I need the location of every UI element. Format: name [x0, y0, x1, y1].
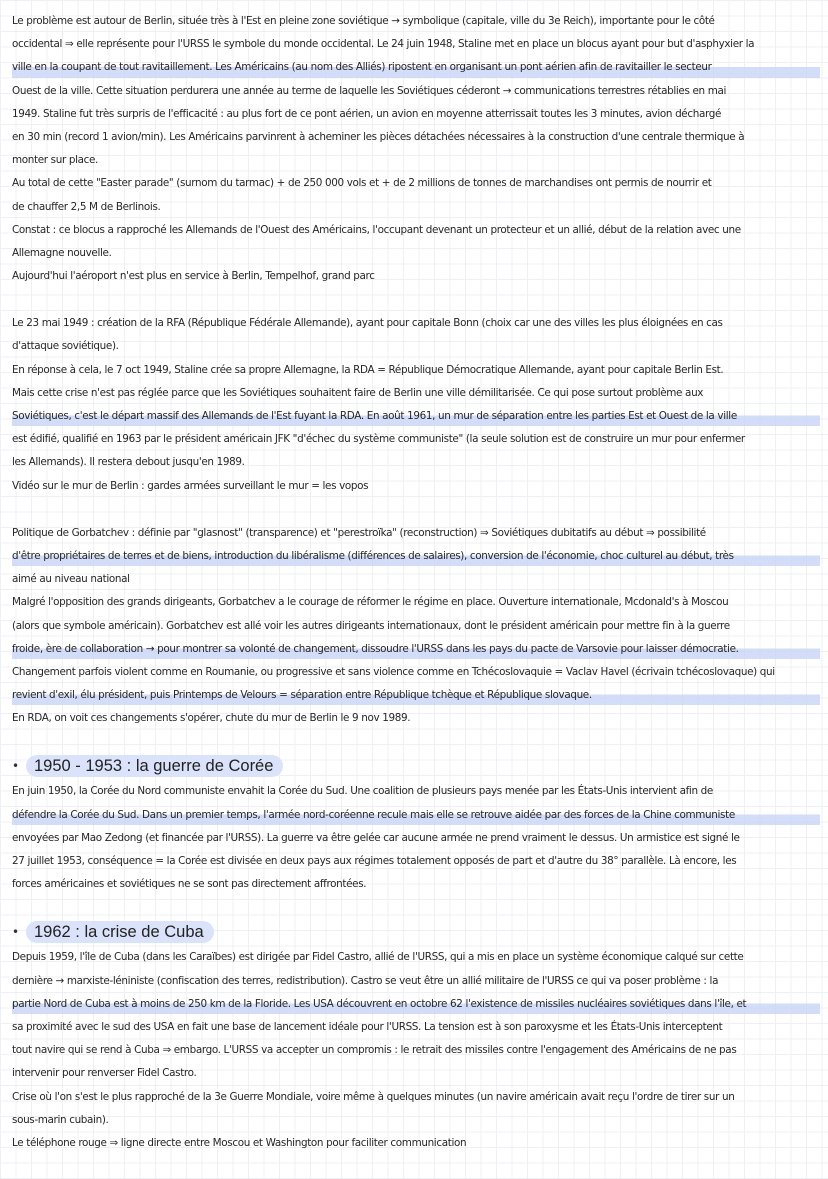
text-line: 27 juillet 1953, conséquence = la Corée est divisée en deux pays aux régimes totalement opposés de part et d'autre du 38° parallèle. Là encore, les — [12, 855, 737, 867]
text-line: Allemagne nouvelle. — [12, 246, 112, 259]
berlin-blockade-paragraph — [12, 10, 820, 288]
text-line: ville en la coupant de tout ravitaillement. Les Américains (au nom des Alliés) ripostent en organisant un pont aérien afin de ravitailler le secteur — [12, 56, 820, 79]
text-line: Depuis 1959, l'île de Cuba (dans les Caraïbes) est dirigée par Fidel Castro, allié de l'URSS, qui a mis en place un système économique calqué sur cette — [12, 951, 744, 964]
text-line: est édifié, qualifié en 1963 par le président américain JFK "d'échec du système communiste" (la seule solution est de construire un mur pour enfermer — [12, 433, 745, 446]
text-line: envoyées par Mao Zedong (et financée par l'URSS). La guerre va être gelée car aucune armée ne prend vraiment le dessus. Un armistice est signé le — [12, 831, 740, 844]
section-title: 1950 - 1953 : la guerre de Corée — [26, 755, 283, 777]
text-line: Le 23 mai 1949 : création de la RFA (République Fédérale Allemande), ayant pour capitale Bonn (choix car une des villes les plus éloignées en cas — [12, 317, 723, 330]
text-line: de chauffer 2,5 M de Berlinois. — [12, 200, 161, 213]
text-line: tout navire qui se rend à Cuba ⇒ embargo. L'URSS va accepter un compromis : le retrait des missiles contre l'engagement des Américains de ne pas — [12, 1044, 737, 1057]
korea-paragraph — [12, 780, 820, 896]
text-line: aimé au niveau national — [12, 573, 130, 586]
section-title: 1962 : la crise de Cuba — [26, 921, 214, 943]
text-line: Politique de Gorbatchev : définie par "glasnost" (transparence) et "perestroïka" (reconstruction) ⇒ Soviétiques dubitatifs au début ⇒ possibilité — [12, 526, 706, 539]
text-line: 1949. Staline fut très surpris de l'efficacité : au plus fort de ce pont aérien, un avion en moyenne atterrissait toutes les 3 minutes, avion déchargé — [12, 107, 721, 120]
cuba-heading — [12, 920, 820, 944]
text-line: en 30 min (record 1 avion/min). Les Américains parvinrent à acheminer les pièces détachées nécessaires à la construction d'une centrale thermique à — [12, 130, 745, 143]
text-line: froide, ère de collaboration → pour montrer sa volonté de changement, dissoudre l'URSS dans les pays du pacte de Varsovie pour laisser démocratie. — [12, 638, 820, 661]
text-line: En réponse à cela, le 7 oct 1949, Staline crée sa propre Allemagne, la RDA = République Démocratique Allemande, ayant pour capitale Berlin Est. — [12, 363, 724, 376]
text-line: En RDA, on voit ces changements s'opérer, chute du mur de Berlin le 9 nov 1989. — [12, 712, 411, 725]
text-line: Aujourd'hui l'aéroport n'est plus en service à Berlin, Tempelhof, grand parc — [12, 270, 375, 283]
text-line: Changement parfois violent comme en Roumanie, ou progressive et sans violence comme en Tchécoslovaquie = Vaclav Havel (écrivain tchécoslovaque) qui — [12, 665, 775, 678]
text-line: Malgré l'opposition des grands dirigeants, Gorbatchev a le courage de réformer le régime en place. Ouverture internationale, Mcdonald's à Moscou — [12, 596, 729, 609]
text-line: partie Nord de Cuba est à moins de 250 km de la Floride. Les USA découvrent en octobre 62 l'existence de missiles nucléaires soviétiques dans l'île, et — [12, 993, 820, 1016]
text-line: Au total de cette "Easter parade" (surnom du tarmac) + de 250 000 vols et + de 2 millions de tonnes de marchandises ont permis de nourrir et — [12, 177, 712, 190]
text-line: les Allemands). Il restera debout jusqu'en 1989. — [12, 456, 245, 469]
cuba-paragraph — [12, 946, 820, 1155]
text-line: sous-marin cubain). — [12, 1113, 109, 1126]
text-line: forces américaines et soviétiques ne se sont pas directement affrontées. — [12, 878, 367, 891]
text-line: Vidéo sur le mur de Berlin : gardes armées surveillant le mur = les vopos — [12, 479, 369, 492]
text-line: défendre la Corée du Sud. Dans un premier temps, l'armée nord-coréenne recule mais elle se retrouve aidée par des forces de la Chine communiste — [12, 804, 820, 827]
bullet-icon: • — [12, 925, 20, 940]
text-line: Crise où l'on s'est le plus rapproché de la 3e Guerre Mondiale, voire même à quelques minutes (un navire américain avait reçu l'ordre de tirer sur un — [12, 1090, 735, 1103]
text-line: En juin 1950, la Corée du Nord communiste envahit la Corée du Sud. Une coalition de plusieurs pays menée par les États-Unis intervient afin de — [12, 785, 713, 798]
text-line: Constat : ce blocus a rapproché les Allemands de l'Ouest des Américains, l'occupant devenant un protecteur et un allié, début de la relation avec une — [12, 223, 741, 236]
text-line: (alors que symbole américain). Gorbatchev est allé voir les autres dirigeants internationaux, dont le président américain pour mettre fin à la guerre — [12, 619, 730, 632]
text-line: intervenir pour renverser Fidel Castro. — [12, 1067, 197, 1080]
text-line: d'attaque soviétique). — [12, 340, 119, 353]
text-line: monter sur place. — [12, 154, 98, 167]
text-line: Le problème est autour de Berlin, située très à l'Est en pleine zone soviétique → symbolique (capitale, ville du 3e Reich), importante pour le côté — [12, 15, 715, 27]
text-line: revient d'exil, élu président, puis Printemps de Velours = séparation entre République tchèque et République slovaque. — [12, 684, 820, 707]
korea-heading — [12, 754, 820, 778]
text-line: Soviétiques, c'est le départ massif des Allemands de l'Est fuyant la RDA. En août 1961, un mur de séparation entre les parties Est et Ouest de la ville — [12, 405, 820, 428]
bullet-icon: • — [12, 759, 20, 774]
text-line: d'être propriétaires de terres et de biens, introduction du libéralisme (différences de salaires), conversion de l'économie, choc culturel au début, très — [12, 545, 820, 568]
text-line: Le téléphone rouge ⇒ ligne directe entre Moscou et Washington pour faciliter communication — [12, 1136, 467, 1149]
text-line: Ouest de la ville. Cette situation perdurera une année au terme de laquelle les Soviétiques céderont → communications terrestres rétablies en mai — [12, 84, 727, 97]
gorbatchev-paragraph — [12, 522, 820, 731]
rfa-rda-paragraph — [12, 312, 820, 498]
text-line: occidental ⇒ elle représente pour l'URSS le symbole du monde occidental. Le 24 juin 1948, Staline met en place un blocus ayant pour but d'asphyxier la — [12, 38, 755, 51]
text-line: Mais cette crise n'est pas réglée parce que les Soviétiques souhaitent faire de Berlin une ville démilitarisée. Ce qui pose surtout problème aux — [12, 386, 704, 399]
text-line: sa proximité avec le sud des USA en fait une base de lancement idéale pour l'URSS. La tension est à son paroxysme et les États-Unis interceptent — [12, 1020, 723, 1033]
notes-page — [12, 10, 820, 1179]
text-line: dernière → marxiste-léniniste (confiscation des terres, redistribution). Castro se veut être un allié militaire de l'URSS ce qui va poser problème : la — [12, 974, 719, 987]
